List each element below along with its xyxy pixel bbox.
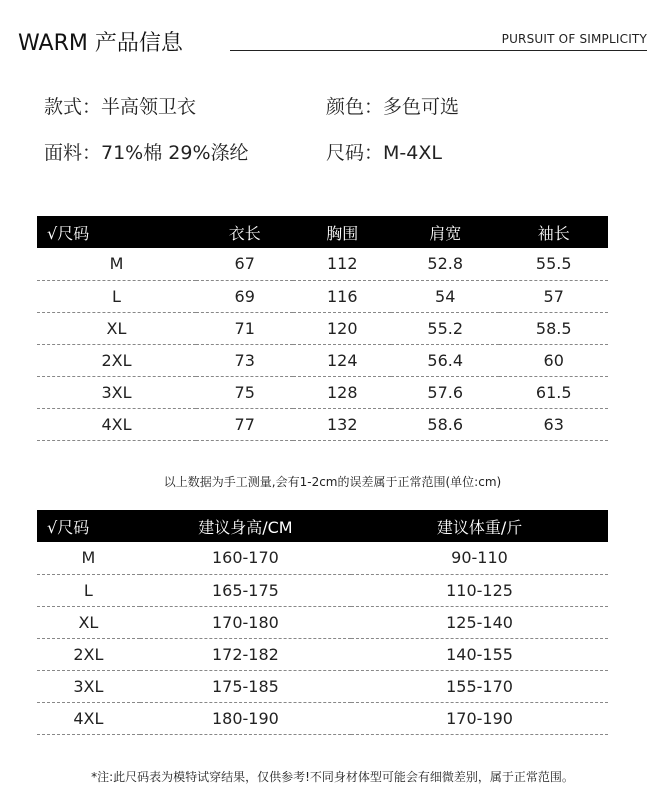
size-table-row-cell: L — [37, 280, 196, 312]
fit-table-row-cell: 140-155 — [351, 638, 608, 670]
size-table-row-cell: M — [37, 248, 196, 280]
fit-table-row-cell: XL — [37, 606, 140, 638]
fit-table-row-cell: 160-170 — [140, 542, 351, 574]
fit-table-row-cell: 2XL — [37, 638, 140, 670]
size-table-row-cell: XL — [37, 312, 196, 344]
size-table-row-cell: 60 — [499, 344, 608, 376]
info-size-range: 尺码：M-4XL — [326, 142, 442, 164]
size-table-row-cell: 57.6 — [391, 376, 499, 408]
size-table-row-cell: 2XL — [37, 344, 196, 376]
size-table-row-cell: 54 — [391, 280, 499, 312]
fit-table-row-cell: 90-110 — [351, 542, 608, 574]
size-table-header-cell: 肩宽 — [429, 223, 462, 243]
fit-table-row-cell: 125-140 — [351, 606, 608, 638]
size-table-row-cell: 71 — [196, 312, 294, 344]
size-table-row-cell: 77 — [196, 408, 294, 440]
fit-table-row-cell: 170-190 — [351, 702, 608, 734]
fit-table-row-cell: 175-185 — [140, 670, 351, 702]
header-slogan: PURSUIT OF SIMPLICITY — [498, 32, 647, 46]
size-table — [37, 216, 608, 441]
page-title: WARM 产品信息 — [18, 31, 183, 56]
size-table-row-cell: 55.2 — [391, 312, 499, 344]
fit-table-row — [37, 670, 608, 702]
fit-table-row-cell: 172-182 — [140, 638, 351, 670]
footer-note: *注:此尺码表为模特试穿结果，仅供参考!不同身材体型可能会有细微差别，属于正常范围。 — [91, 770, 574, 784]
fit-table — [37, 510, 608, 735]
fit-table-row-cell: 180-190 — [140, 702, 351, 734]
size-table-row-cell: 63 — [499, 408, 608, 440]
fit-table-row-cell: 110-125 — [351, 574, 608, 606]
size-table-row-cell: 55.5 — [499, 248, 608, 280]
fit-table-header — [37, 510, 608, 542]
fit-table-row — [37, 606, 608, 638]
fit-table-row — [37, 574, 608, 606]
size-table-row-cell: 124 — [293, 344, 391, 376]
fit-table-header-cell: √尺码 — [47, 517, 90, 537]
size-table-row-cell: 4XL — [37, 408, 196, 440]
size-table-row-cell: 128 — [293, 376, 391, 408]
fit-table-row-cell: 4XL — [37, 702, 140, 734]
size-table-row-cell: 56.4 — [391, 344, 499, 376]
info-style: 款式：半高领卫衣 — [44, 96, 197, 118]
fit-table-row — [37, 638, 608, 670]
fit-table-row-cell: 3XL — [37, 670, 140, 702]
size-table-row-cell: 3XL — [37, 376, 196, 408]
size-table-row — [37, 344, 608, 376]
fit-table-row — [37, 702, 608, 734]
size-table-row-cell: 132 — [293, 408, 391, 440]
fit-table-header-cell: 建议体重/斤 — [436, 517, 523, 537]
size-table-row-cell: 73 — [196, 344, 294, 376]
header — [18, 26, 647, 58]
size-table-row-cell: 61.5 — [499, 376, 608, 408]
size-table-header-cell: 衣长 — [228, 223, 261, 243]
fit-table-row-cell: M — [37, 542, 140, 574]
fit-table-row-cell: 155-170 — [351, 670, 608, 702]
size-table-row-cell: 58.6 — [391, 408, 499, 440]
size-table-row-cell: 52.8 — [391, 248, 499, 280]
fit-table-row-cell: L — [37, 574, 140, 606]
fit-table-row-cell: 170-180 — [140, 606, 351, 638]
size-table-header-cell: 袖长 — [537, 223, 570, 243]
size-table-row-cell: 58.5 — [499, 312, 608, 344]
fit-table-header-cell: 建议身高/CM — [198, 517, 293, 537]
size-table-row — [37, 312, 608, 344]
measure-note: 以上数据为手工测量,会有1-2cm的误差属于正常范围(单位:cm) — [163, 475, 502, 489]
info-color: 颜色：多色可选 — [326, 96, 460, 118]
size-table-row-cell: 69 — [196, 280, 294, 312]
size-table-row-cell: 75 — [196, 376, 294, 408]
size-table-row-cell: 57 — [499, 280, 608, 312]
header-divider — [230, 50, 647, 51]
size-table-row-cell: 67 — [196, 248, 294, 280]
size-table-row-cell: 112 — [293, 248, 391, 280]
fit-table-row-cell: 165-175 — [140, 574, 351, 606]
size-table-row-cell: 120 — [293, 312, 391, 344]
size-table-row — [37, 280, 608, 312]
fit-table-row — [37, 542, 608, 574]
size-table-header-cell: √尺码 — [47, 223, 90, 243]
size-table-row — [37, 408, 608, 440]
size-table-header-cell: 胸围 — [326, 223, 359, 243]
size-table-row — [37, 376, 608, 408]
size-table-header — [37, 216, 608, 248]
size-table-row-cell: 116 — [293, 280, 391, 312]
info-fabric: 面料：71%棉 29%涤纶 — [44, 142, 249, 164]
size-table-row — [37, 248, 608, 280]
